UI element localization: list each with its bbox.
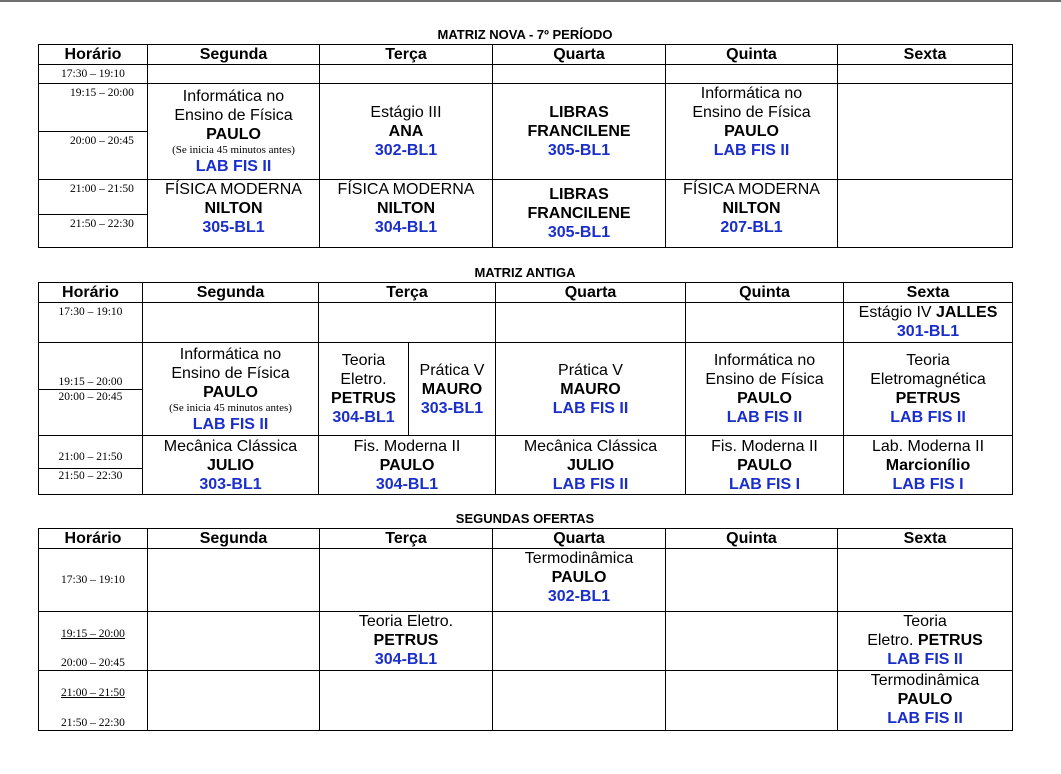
header-quinta: Quinta <box>686 283 844 303</box>
class-cell: Lab. Moderna II Marcionílio LAB FIS I <box>844 436 1013 495</box>
empty-cell <box>493 612 666 671</box>
class-cell: FÍSICA MODERNA NILTON 207-BL1 <box>666 180 838 248</box>
time-cell: 17:30 – 19:10 <box>39 303 143 343</box>
matriz-antiga-table <box>38 282 1013 495</box>
header-segunda: Segunda <box>143 283 319 303</box>
header-sexta: Sexta <box>838 529 1013 549</box>
empty-cell <box>319 303 496 343</box>
empty-cell <box>496 303 686 343</box>
empty-cell <box>666 612 838 671</box>
class-cell: Informática no Ensino de Física PAULO (Se inicia 45 minutos antes) LAB FIS II <box>148 84 320 180</box>
header-quarta: Quarta <box>493 45 666 65</box>
time-cell: 21:00 – 21:50 21:50 – 22:30 <box>39 180 148 248</box>
class-cell: Informática no Ensino de Física PAULO (Se inicia 45 minutos antes) LAB FIS II <box>143 343 319 436</box>
empty-cell <box>148 612 320 671</box>
class-cell: Prática V MAURO LAB FIS II <box>496 343 686 436</box>
class-cell: FÍSICA MODERNA NILTON 304-BL1 <box>320 180 493 248</box>
header-quinta: Quinta <box>666 45 838 65</box>
time-cell: 19:15 – 20:00 20:00 – 20:45 <box>39 612 148 671</box>
header-quarta: Quarta <box>493 529 666 549</box>
empty-cell <box>838 84 1013 180</box>
class-cell: Informática no Ensino de Física PAULO LAB FIS II <box>666 84 838 180</box>
header-quarta: Quarta <box>496 283 686 303</box>
empty-cell <box>686 303 844 343</box>
time-cell: 19:15 – 20:00 20:00 – 20:45 <box>39 84 148 180</box>
header-terca: Terça <box>319 283 496 303</box>
matriz-nova-table <box>38 44 1013 248</box>
header-horario: Horário <box>39 529 148 549</box>
class-cell: Estágio III ANA 302-BL1 <box>320 84 493 180</box>
empty-cell <box>148 65 320 84</box>
header-horario: Horário <box>39 283 143 303</box>
empty-cell <box>493 671 666 731</box>
empty-cell <box>838 549 1013 612</box>
empty-cell <box>838 65 1013 84</box>
header-sexta: Sexta <box>838 45 1013 65</box>
empty-cell <box>666 549 838 612</box>
empty-cell <box>320 671 493 731</box>
empty-cell <box>148 549 320 612</box>
empty-cell <box>143 303 319 343</box>
class-cell: LIBRAS FRANCILENE 305-BL1 <box>493 180 666 248</box>
class-cell: Teoria Eletromagnética PETRUS LAB FIS II <box>844 343 1013 436</box>
empty-cell <box>666 65 838 84</box>
class-cell: Prática V MAURO 303-BL1 <box>409 343 496 436</box>
header-terca: Terça <box>320 45 493 65</box>
segundas-ofertas-table <box>38 528 1013 731</box>
class-cell: Termodinâmica PAULO 302-BL1 <box>493 549 666 612</box>
empty-cell <box>493 65 666 84</box>
segundas-ofertas-title: SEGUNDAS OFERTAS <box>455 511 595 526</box>
class-cell: Informática no Ensino de Física PAULO LAB FIS II <box>686 343 844 436</box>
top-border <box>0 0 1061 2</box>
time-cell: 19:15 – 20:00 20:00 – 20:45 <box>39 343 143 436</box>
header-terca: Terça <box>320 529 493 549</box>
empty-cell <box>320 65 493 84</box>
time-cell: 17:30 – 19:10 <box>39 549 148 612</box>
header-segunda: Segunda <box>148 45 320 65</box>
class-cell: Teoria Eletro. PETRUS 304-BL1 <box>320 612 493 671</box>
time-cell: 21:00 – 21:50 21:50 – 22:30 <box>39 436 143 495</box>
header-horario: Horário <box>39 45 148 65</box>
class-cell: FÍSICA MODERNA NILTON 305-BL1 <box>148 180 320 248</box>
matriz-nova-title: MATRIZ NOVA - 7º PERÍODO <box>437 27 613 42</box>
class-cell: Mecânica Clássica JULIO LAB FIS II <box>496 436 686 495</box>
class-cell: LIBRAS FRANCILENE 305-BL1 <box>493 84 666 180</box>
class-cell: Teoria Eletro. PETRUS LAB FIS II <box>838 612 1013 671</box>
class-cell: Teoria Eletro. PETRUS 304-BL1 <box>319 343 409 436</box>
empty-cell <box>148 671 320 731</box>
empty-cell <box>320 549 493 612</box>
empty-cell <box>666 671 838 731</box>
time-cell: 17:30 – 19:10 <box>39 65 148 84</box>
header-segunda: Segunda <box>148 529 320 549</box>
class-cell: Fis. Moderna II PAULO 304-BL1 <box>319 436 496 495</box>
empty-cell <box>838 180 1013 248</box>
class-cell: Mecânica Clássica JULIO 303-BL1 <box>143 436 319 495</box>
class-cell: Termodinâmica PAULO LAB FIS II <box>838 671 1013 731</box>
header-sexta: Sexta <box>844 283 1013 303</box>
time-cell: 21:00 – 21:50 21:50 – 22:30 <box>39 671 148 731</box>
class-cell: Fis. Moderna II PAULO LAB FIS I <box>686 436 844 495</box>
class-cell: Estágio IV JALLES 301-BL1 <box>844 303 1013 343</box>
header-quinta: Quinta <box>666 529 838 549</box>
matriz-antiga-title: MATRIZ ANTIGA <box>474 265 576 280</box>
